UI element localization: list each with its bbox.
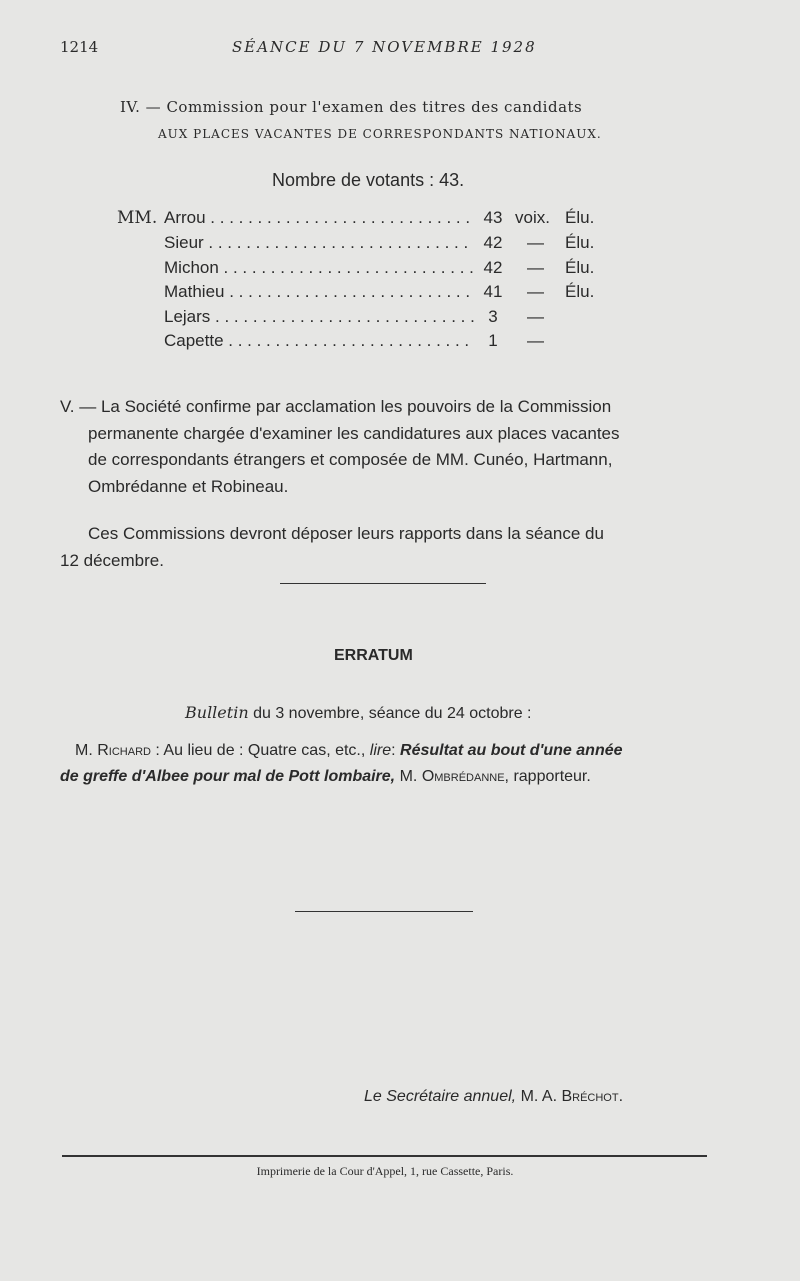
vote-unit: — [527,307,544,326]
printer-imprint: Imprimerie de la Cour d'Appel, 1, rue Cassette, Paris. [256,1164,514,1178]
vote-count: 3 [488,307,498,326]
vote-unit: — [527,258,544,277]
colon: : [391,742,396,759]
author-name: Richard [97,742,151,759]
vote-unit: voix. [515,208,550,227]
footer-rule [62,1155,707,1157]
section4-heading: IV. — Commission pour l'examen des titres des candidats [120,98,583,116]
page-number: 1214 [60,38,99,56]
vote-count: 43 [483,208,503,227]
vote-count: 42 [483,233,503,252]
vote-result: Élu. [565,282,595,301]
erratum-text [60,738,725,790]
m-prefix: M. [75,742,93,759]
lire-word: lire [369,742,392,759]
vote-unit: — [527,331,544,350]
candidate-name: Capette . . . [164,331,474,351]
vote-row [0,307,800,331]
vote-result: Élu. [565,233,595,252]
paragraph-line: Ces Commissions devront déposer leurs rapports dans la séance du [88,524,604,543]
m-prefix: M. [399,768,418,785]
erratum-title: ERRATUM [334,647,413,664]
erratum-original: : Au lieu de : Quatre cas, etc., [155,742,366,759]
corrected-title: Résultat au bout d'une année [400,742,623,759]
paragraph-line: permanente chargée d'examiner les candidatures aux places vacantes [88,423,620,443]
section-divider [295,911,473,912]
candidate-name: Lejars . . . [164,307,474,327]
candidate-name: Michon . . . [164,258,474,278]
vote-count: 1 [488,331,498,350]
bulletin-date: du 3 novembre, séance du 24 octobre : [253,705,532,722]
vote-unit: — [527,282,544,301]
vote-count: 42 [483,258,503,277]
paragraph-line: de correspondants étrangers et composée de MM. Cunéo, Hartmann, [88,450,613,469]
vote-row [0,233,800,257]
candidate-name: Arrou . . . [164,208,474,228]
candidate-name: Mathieu . . . [164,282,474,302]
rapporteur-label: , rapporteur. [504,768,591,785]
vote-row [0,282,800,306]
vote-unit: — [527,233,544,252]
vote-result: Élu. [565,258,595,277]
rapporteur-name: Ombrédanne [421,768,505,785]
bulletin-label: Bulletin [185,703,249,722]
candidate-name: Sieur . . . [164,233,474,253]
votants-count: Nombre de votants : 43. [272,170,465,190]
signature [364,1088,623,1106]
section-divider [280,583,486,584]
vote-row [0,331,800,355]
section5-paragraph [60,394,710,500]
running-header: SÉANCE DU 7 NOVEMBRE 1928 [232,38,537,56]
vote-row [0,208,800,232]
paragraph-line: V. — La Société confirme par acclamation les pouvoirs de la Commission [60,397,612,416]
signature-name: Bréchot. [561,1088,624,1105]
vote-row [0,258,800,282]
erratum-reference [185,703,531,723]
paragraph-line: Ombrédanne et Robineau. [88,476,289,496]
signature-role: Le Secrétaire annuel, [364,1088,517,1105]
commissions-paragraph [60,521,710,574]
paragraph-line: 12 décembre. [60,550,164,570]
vote-result: Élu. [565,208,595,227]
signature-initials: M. A. [520,1088,558,1105]
section4-subheading: AUX PLACES VACANTES DE CORRESPONDANTS NATIONAUX. [158,127,602,141]
corrected-title-cont: de greffe d'Albee pour mal de Pott lombaire, [60,768,396,785]
mm-prefix: MM. [117,208,158,228]
vote-count: 41 [483,282,503,301]
